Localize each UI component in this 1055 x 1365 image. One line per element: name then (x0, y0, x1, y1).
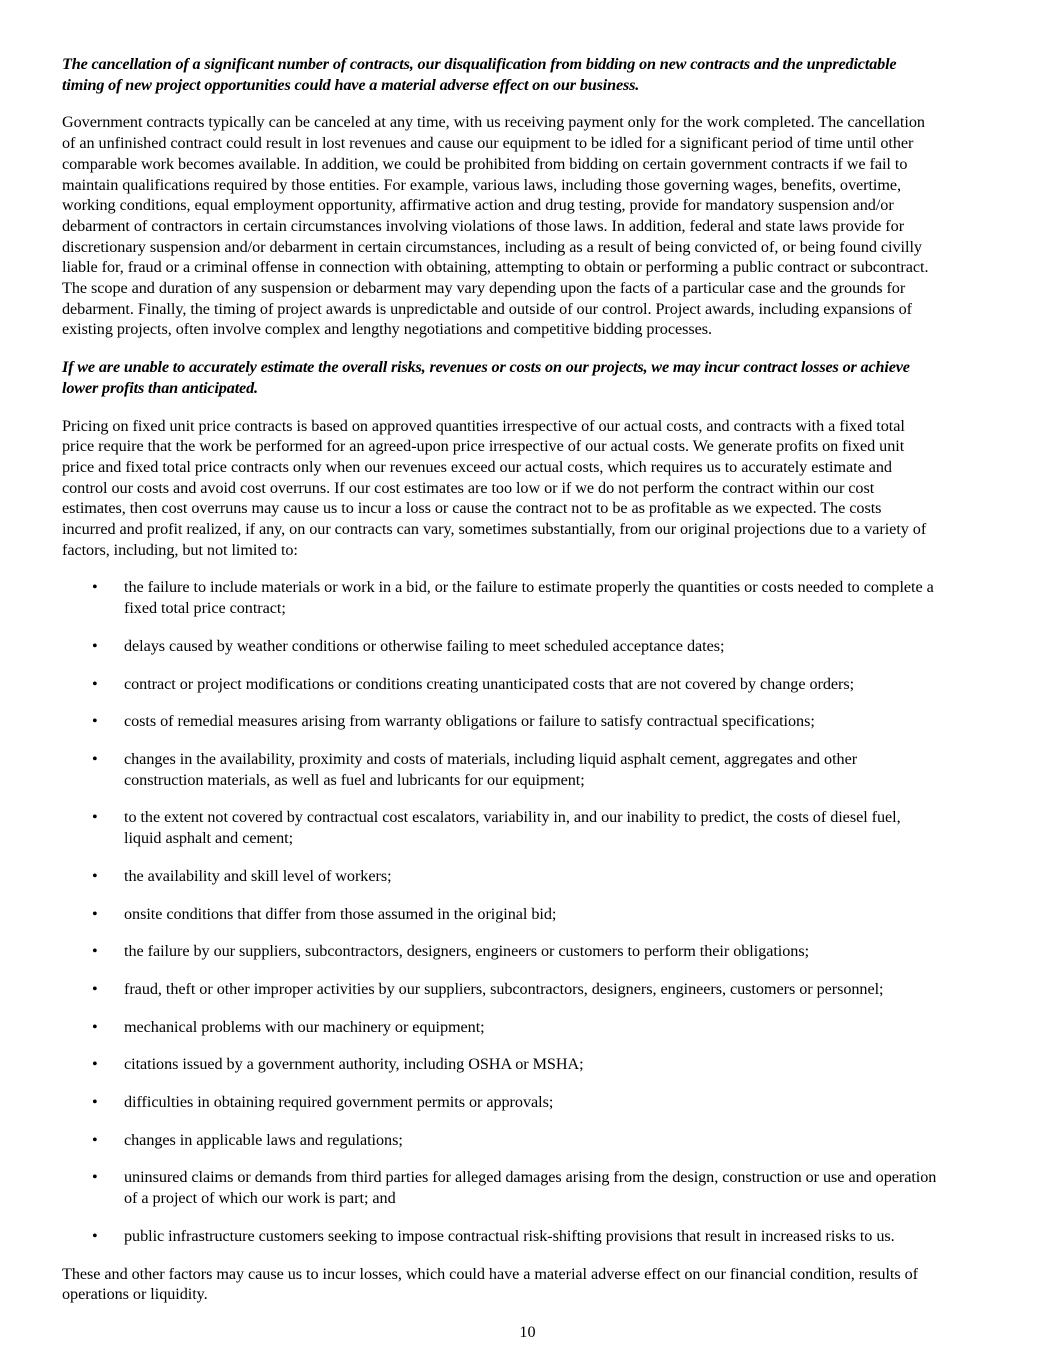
list-item-line: changes in applicable laws and regulations; (124, 1130, 403, 1149)
bullet-icon: • (92, 1168, 98, 1187)
list-item (62, 1226, 1002, 1247)
list-item (62, 1092, 1002, 1113)
paragraph-line: existing projects, often involve complex and lengthy negotiations and competitive bidding processes. (62, 320, 713, 339)
paragraph-line: estimates, then cost overruns may cause us to incur a loss or cause the contract not to be as profitable as we expected. The costs (62, 499, 882, 518)
list-item-line: mechanical problems with our machinery or equipment; (124, 1017, 485, 1036)
paragraph-line: Government contracts typically can be canceled at any time, with us receiving payment only for the work completed. The cancellation (62, 113, 925, 132)
paragraph-line: Pricing on fixed unit price contracts is based on approved quantities irrespective of our actual costs, and contracts with a fixed total (62, 416, 905, 435)
risk-heading-cost-estimation (62, 357, 1002, 398)
heading-line: lower profits than anticipated. (62, 378, 258, 397)
bullet-icon: • (92, 578, 98, 597)
list-item (62, 866, 1002, 887)
paragraph-line: maintain qualifications required by those entities. For example, various laws, including those governing wages, benefits, overtime, (62, 175, 902, 194)
bullet-icon: • (92, 674, 98, 693)
bullet-icon: • (92, 1017, 98, 1036)
list-item-line: construction materials, as well as fuel and lubricants for our equipment; (124, 770, 585, 789)
heading-line: timing of new project opportunities could have a material adverse effect on our business. (62, 75, 640, 94)
list-item (62, 577, 1002, 618)
list-item-line: delays caused by weather conditions or otherwise failing to meet scheduled acceptance dates; (124, 636, 725, 655)
paragraph-government-contracts (62, 112, 1002, 340)
list-item-line: of a project of which our work is part; and (124, 1189, 396, 1208)
risk-factors-list (62, 577, 1002, 1246)
list-item (62, 941, 1002, 962)
list-item (62, 674, 1002, 695)
bullet-icon: • (92, 1055, 98, 1074)
list-item-line: citations issued by a government authority, including OSHA or MSHA; (124, 1055, 584, 1074)
list-item-line: difficulties in obtaining required government permits or approvals; (124, 1093, 554, 1112)
list-item (62, 1017, 1002, 1038)
heading-line: If we are unable to accurately estimate the overall risks, revenues or costs on our projects, we may incur contract losses or achieve (62, 358, 910, 377)
paragraph-line: factors, including, but not limited to: (62, 540, 298, 559)
paragraph-fixed-price-contracts (62, 416, 1002, 561)
list-item-line: costs of remedial measures arising from warranty obligations or failure to satisfy contractual specifications; (124, 712, 815, 731)
bullet-icon: • (92, 808, 98, 827)
list-item (62, 979, 1002, 1000)
paragraph-line: of an unfinished contract could result in lost revenues and cause our equipment to be idled for a significant period of time until other (62, 134, 914, 153)
paragraph-line: price require that the work be performed for an agreed-upon price irrespective of our actual costs. We generate profits on fixed unit (62, 437, 905, 456)
list-item-line: the failure to include materials or work in a bid, or the failure to estimate properly the quantities or costs needed to complete a (124, 578, 934, 597)
paragraph-line: comparable work becomes available. In addition, we could be prohibited from bidding on certain government contracts if we fail to (62, 154, 908, 173)
bullet-icon: • (92, 942, 98, 961)
bullet-icon: • (92, 636, 98, 655)
bullet-icon: • (92, 979, 98, 998)
page-number: 10 (519, 1323, 536, 1341)
bullet-icon: • (92, 1130, 98, 1149)
list-item (62, 904, 1002, 925)
bullet-icon: • (92, 866, 98, 885)
bullet-icon: • (92, 1226, 98, 1245)
list-item (62, 711, 1002, 732)
heading-line: The cancellation of a significant number of contracts, our disqualification from bidding on new contracts and the unpredictable (62, 55, 897, 73)
list-item (62, 636, 1002, 657)
paragraph-line: discretionary suspension and/or debarment in certain circumstances, including as a result of being convicted of, or being found civilly (62, 237, 922, 256)
list-item-line: onsite conditions that differ from those assumed in the original bid; (124, 904, 557, 923)
list-item-line: contract or project modifications or conditions creating unanticipated costs that are not covered by change orders; (124, 674, 855, 693)
paragraph-line: operations or liquidity. (62, 1285, 208, 1304)
list-item-line: fraud, theft or other improper activities by our suppliers, subcontractors, designers, engineers, customers or personnel; (124, 979, 884, 998)
list-item-line: the failure by our suppliers, subcontractors, designers, engineers or customers to perform their obligations; (124, 942, 810, 961)
list-item-line: to the extent not covered by contractual cost escalators, variability in, and our inability to predict, the costs of diesel fuel, (124, 808, 901, 827)
list-item-line: changes in the availability, proximity and costs of materials, including liquid asphalt cement, aggregates and other (124, 749, 858, 768)
paragraph-line: The scope and duration of any suspension or debarment may vary depending upon the facts of a particular case and the grounds for (62, 279, 906, 298)
paragraph-line: debarment of contractors in certain circumstances involving violations of those laws. In addition, federal and state laws provide for (62, 216, 905, 235)
document-page (62, 54, 1002, 1322)
bullet-icon: • (92, 749, 98, 768)
list-item-line: the availability and skill level of workers; (124, 866, 392, 885)
paragraph-line: price and fixed total price contracts only when our revenues exceed our actual costs, which requires us to accurately estimate and (62, 457, 892, 476)
paragraph-line: debarment. Finally, the timing of project awards is unpredictable and outside of our control. Project awards, including expansions of (62, 299, 913, 318)
list-item (62, 749, 1002, 790)
paragraph-line: control our costs and avoid cost overruns. If our cost estimates are too low or if we do not perform the contract within our cost (62, 478, 875, 497)
bullet-icon: • (92, 1093, 98, 1112)
list-item (62, 1130, 1002, 1151)
paragraph-line: incurred and profit realized, if any, on our contracts can vary, sometimes substantially, from our original projections due to a variety of (62, 520, 927, 539)
list-item-line: fixed total price contract; (124, 599, 286, 618)
list-item-line: public infrastructure customers seeking to impose contractual risk-shifting provisions that result in increased risks to us. (124, 1226, 895, 1245)
list-item (62, 807, 1002, 848)
paragraph-closing (62, 1264, 1002, 1305)
bullet-icon: • (92, 712, 98, 731)
risk-heading-contract-cancellation (62, 54, 1002, 95)
list-item (62, 1054, 1002, 1075)
bullet-icon: • (92, 904, 98, 923)
paragraph-line: working conditions, equal employment opportunity, affirmative action and drug testing, provide for mandatory suspension and/or (62, 196, 894, 215)
list-item-line: uninsured claims or demands from third parties for alleged damages arising from the design, construction or use and operation (124, 1168, 937, 1187)
paragraph-line: liable for, fraud or a criminal offense in connection with obtaining, attempting to obtain or performing a public contract or subcontract. (62, 258, 929, 277)
list-item (62, 1167, 1002, 1208)
paragraph-line: These and other factors may cause us to incur losses, which could have a material adverse effect on our financial condition, results of (62, 1264, 918, 1283)
list-item-line: liquid asphalt and cement; (124, 829, 294, 848)
